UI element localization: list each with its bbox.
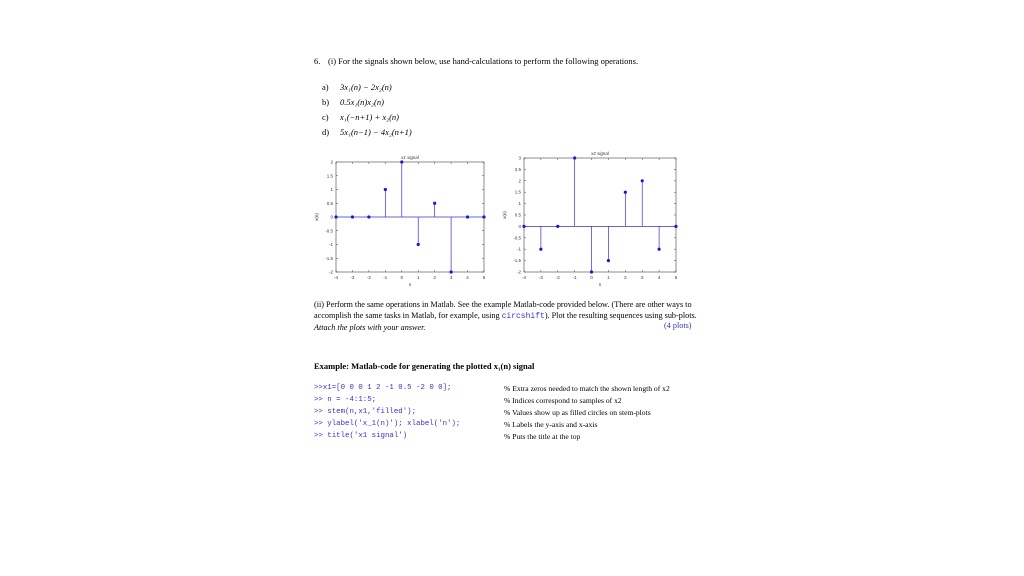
plots-count: (4 plots) xyxy=(664,321,692,330)
question-number: 6. xyxy=(314,56,321,66)
stem-marker xyxy=(351,215,354,218)
part2-paragraph xyxy=(314,299,709,333)
y-tick-label: 0 xyxy=(518,223,521,229)
y-tick-label: 0 xyxy=(330,214,333,220)
x-tick-label: -2 xyxy=(555,275,560,280)
x-tick-label: 2 xyxy=(624,275,627,280)
x-tick-label: 1 xyxy=(416,275,420,280)
x-tick-label: 4 xyxy=(466,275,469,280)
x-tick-label: 0 xyxy=(400,275,404,280)
y-tick-label: 1.5 xyxy=(326,173,333,179)
stem-marker xyxy=(674,225,677,228)
x-tick-label: -4 xyxy=(521,275,527,280)
example-heading: Example: Matlab-code for generating the plotted x₁(n) signal xyxy=(314,361,535,371)
x-tick-label: -2 xyxy=(366,275,371,280)
circshift-function: circshift xyxy=(501,312,545,321)
item-d-label: d) xyxy=(322,127,330,137)
y-tick-label: 2 xyxy=(518,178,521,184)
y-axis-label: x(n) xyxy=(502,211,507,219)
x-tick-label: 1 xyxy=(607,275,610,280)
y-tick-label: 1 xyxy=(518,201,521,207)
comment-line-4: % Labels the y-axis and x-axis xyxy=(504,420,598,429)
x1-stem-chart xyxy=(310,150,490,290)
item-b-expr: 0.5x₁(n)x₂(n) xyxy=(340,97,384,107)
code-line-3: >> stem(n,x1,'filled'); xyxy=(314,408,417,416)
y-tick-label: 1 xyxy=(330,187,333,192)
x-tick-label: -3 xyxy=(350,275,355,280)
item-c-label: c) xyxy=(322,112,329,122)
y-tick-label: 0.5 xyxy=(326,200,333,206)
y-tick-label: -0.5 xyxy=(513,235,521,241)
y-tick-label: 0.5 xyxy=(514,212,521,218)
stem-marker xyxy=(384,188,387,191)
x-axis-label: n xyxy=(408,282,412,287)
comment-line-1: % Extra zeros needed to match the shown length of x2 xyxy=(504,384,670,393)
stem-marker xyxy=(539,248,542,251)
item-d-expr: 5x₁(n−1) − 4x₂(n+1) xyxy=(340,127,412,137)
x-tick-label: -1 xyxy=(383,275,388,280)
stem-marker xyxy=(433,202,436,205)
stem-marker xyxy=(522,225,525,228)
plot-frame xyxy=(524,158,676,272)
item-a-label: a) xyxy=(322,82,329,92)
stem-marker xyxy=(607,259,610,262)
item-b-label: b) xyxy=(322,97,330,107)
chart-title: x2 signal xyxy=(591,151,609,156)
x-tick-label: 4 xyxy=(657,275,661,280)
question-part1: (i) For the signals shown below, use hand-calculations to perform the following operations. xyxy=(328,56,639,66)
x-tick-label: 3 xyxy=(449,275,453,280)
code-line-5: >> title('x1 signal') xyxy=(314,432,408,440)
y-tick-label: -1 xyxy=(516,246,521,252)
chart-title: x1 signal xyxy=(401,155,419,160)
stem-marker xyxy=(400,160,403,163)
y-tick-label: -2 xyxy=(516,269,521,275)
y-tick-label: 2 xyxy=(330,159,333,165)
stem-marker xyxy=(658,248,661,251)
x-tick-label: 3 xyxy=(640,275,644,280)
x2-stem-chart xyxy=(500,142,684,290)
x-tick-label: 2 xyxy=(433,275,436,280)
y-axis-label: x(n) xyxy=(314,213,319,221)
x-tick-label: -4 xyxy=(333,275,339,280)
part2-text-2: ). Plot the resulting sequences using sub-plots. xyxy=(544,311,697,320)
y-tick-label: 1.5 xyxy=(514,189,521,195)
stem-marker xyxy=(334,215,337,218)
comment-line-2: % Indices correspond to samples of x2 xyxy=(504,396,622,405)
y-tick-label: -1.5 xyxy=(325,255,333,261)
y-tick-label: -1 xyxy=(328,242,333,247)
comment-line-5: % Puts the title at the top xyxy=(504,432,581,441)
y-tick-label: -2 xyxy=(328,269,333,275)
x-axis-label: n xyxy=(598,282,602,287)
y-tick-label: -0.5 xyxy=(325,228,333,234)
part2-attach-note: Attach the plots with your answer. xyxy=(314,323,426,332)
stem-marker xyxy=(624,191,627,194)
stem-marker xyxy=(556,225,559,228)
stem-marker xyxy=(417,243,420,246)
stem-marker xyxy=(590,270,593,273)
y-tick-label: 2.5 xyxy=(514,166,521,172)
x-tick-label: 5 xyxy=(482,275,486,280)
stem-marker xyxy=(367,215,370,218)
stem-marker xyxy=(573,156,576,159)
x-tick-label: 0 xyxy=(590,275,593,280)
code-line-1: >>x1=[0 0 0 1 2 -1 0.5 -2 0 0]; xyxy=(314,384,452,392)
item-a-expr: 3x₁(n) − 2x₂(n) xyxy=(340,82,392,92)
stem-marker xyxy=(641,179,644,182)
code-line-4: >> ylabel('x_1(n)'); xlabel('n'); xyxy=(314,420,461,428)
part2-text-1: (ii) Perform the same operations in Matlab. See the example Matlab-code provided below. (There are other ways to accomplish the same tasks in Matlab, for example, using xyxy=(314,300,692,320)
item-c-expr: x₁(−n+1) + x₂(n) xyxy=(340,112,399,122)
comment-line-3: % Values show up as filled circles on stem-plots xyxy=(504,408,651,417)
y-tick-label: -1.5 xyxy=(513,258,521,264)
x-tick-label: -1 xyxy=(572,275,577,280)
code-line-2: >> n = -4:1:5; xyxy=(314,396,377,404)
x-tick-label: 5 xyxy=(674,275,678,280)
stem-marker xyxy=(450,270,453,273)
stem-marker xyxy=(482,215,485,218)
x-tick-label: -3 xyxy=(538,275,543,280)
stem-marker xyxy=(466,215,469,218)
y-tick-label: 3 xyxy=(518,155,521,161)
